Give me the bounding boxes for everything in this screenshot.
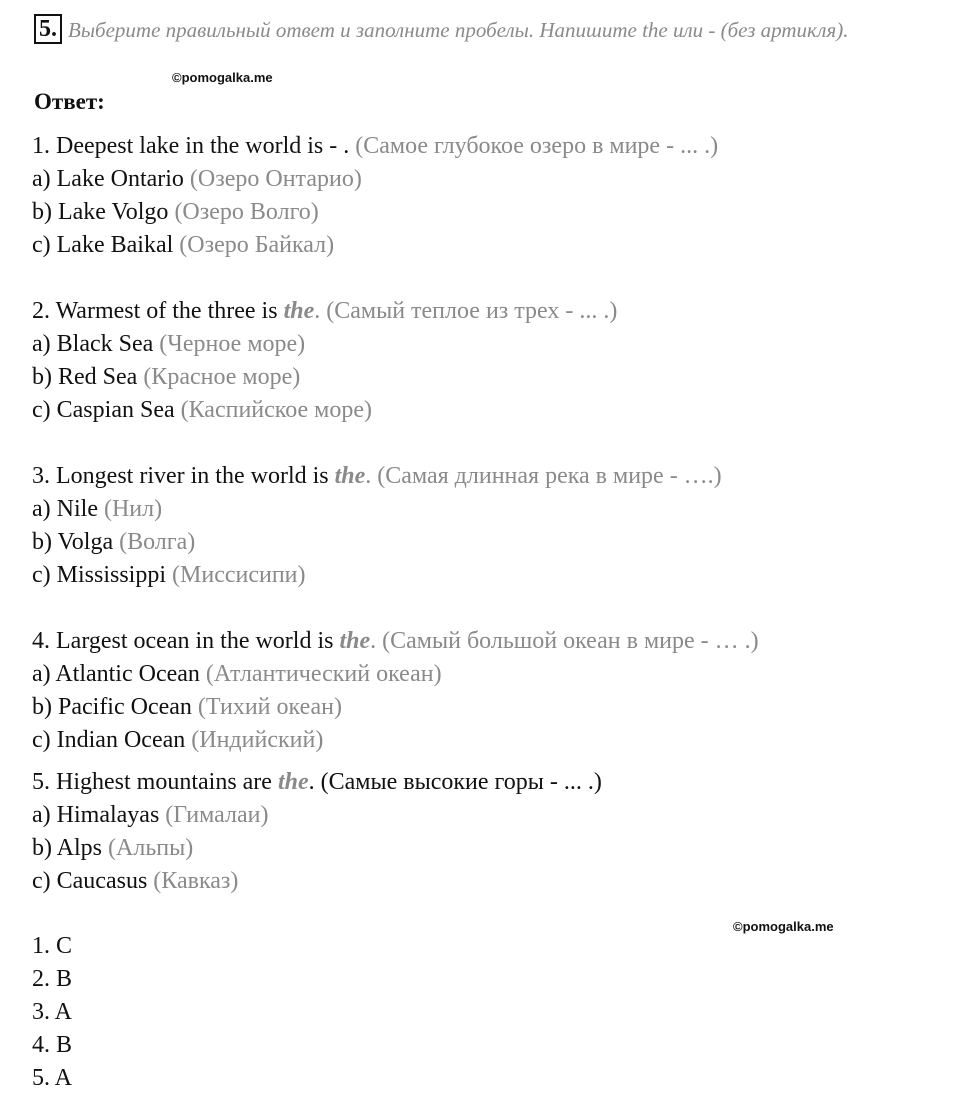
option-translation: (Альпы): [108, 835, 194, 861]
question-prompt: 5. Highest mountains are: [32, 769, 272, 795]
option-a: [32, 328, 617, 361]
option-text: c) Caspian Sea: [32, 397, 175, 423]
option-a: [32, 799, 602, 832]
answer-key-item: 5. A: [32, 1065, 73, 1091]
watermark-top: ©pomogalka.me: [172, 70, 273, 85]
option-translation: (Озеро Онтарио): [189, 166, 362, 192]
question-prompt-line: [32, 130, 718, 163]
option-text: c) Caucasus: [32, 868, 148, 894]
option-b: [32, 691, 759, 724]
option-c: [32, 865, 602, 898]
option-text: a) Lake Ontario: [32, 166, 184, 192]
option-translation: (Озеро Байкал): [179, 232, 335, 258]
question-prompt: 2. Warmest of the three is: [32, 298, 278, 324]
option-translation: (Волга): [119, 529, 196, 555]
option-translation: (Нил): [103, 496, 163, 522]
option-text: a) Nile: [32, 496, 98, 522]
option-translation: (Атлантический океан): [205, 661, 442, 687]
option-text: c) Mississippi: [32, 562, 167, 588]
option-a: [32, 493, 722, 526]
question-translation: . (Самая длинная река в мире - ….): [365, 463, 722, 489]
question-article: the: [277, 769, 309, 795]
option-translation: (Индийский): [191, 727, 324, 753]
question-translation: . (Самый большой океан в мире - … .): [370, 628, 759, 654]
option-c: [32, 559, 722, 592]
question-4: [32, 625, 759, 757]
question-prompt: 4. Largest ocean in the world is: [32, 628, 334, 654]
option-text: a) Black Sea: [32, 331, 154, 357]
question-2: [32, 295, 617, 427]
option-a: [32, 658, 759, 691]
question-prompt-line: [32, 460, 722, 493]
watermark-bottom: ©pomogalka.me: [733, 919, 834, 934]
question-3: [32, 460, 722, 592]
option-translation: (Черное море): [159, 331, 306, 357]
question-translation: . (Самые высокие горы - ... .): [308, 769, 602, 795]
option-translation: (Озеро Волго): [174, 199, 319, 225]
question-prompt-line: [32, 295, 617, 328]
option-translation: (Миссисипи): [172, 562, 306, 588]
option-text: b) Pacific Ocean: [32, 694, 192, 720]
question-prompt: 3. Longest river in the world is: [32, 463, 329, 489]
option-text: b) Lake Volgo: [32, 199, 169, 225]
option-translation: (Каспийское море): [180, 397, 373, 423]
task-instruction-block: [34, 14, 914, 46]
answer-key-item: 4. B: [32, 1032, 73, 1058]
option-text: a) Atlantic Ocean: [32, 661, 200, 687]
option-text: b) Volga: [32, 529, 114, 555]
option-text: b) Red Sea: [32, 364, 138, 390]
answer-key-item: 3. A: [32, 999, 73, 1025]
option-b: [32, 361, 617, 394]
option-text: c) Lake Baikal: [32, 232, 174, 258]
question-5: [32, 766, 602, 898]
question-article: the: [339, 628, 371, 654]
option-c: [32, 394, 617, 427]
question-prompt-line: [32, 625, 759, 658]
option-b: [32, 832, 602, 865]
option-a: [32, 163, 718, 196]
question-article: - .: [329, 133, 350, 159]
question-translation: (Самое глубокое озеро в мире - ... .): [355, 133, 719, 159]
option-text: a) Himalayas: [32, 802, 160, 828]
question-prompt: 1. Deepest lake in the world is: [32, 133, 324, 159]
option-translation: (Кавказ): [153, 868, 239, 894]
question-1: [32, 130, 718, 262]
option-c: [32, 724, 759, 757]
task-number-badge: 5.: [34, 14, 62, 44]
answer-key-item: 1. C: [32, 933, 73, 959]
option-text: c) Indian Ocean: [32, 727, 186, 753]
option-b: [32, 196, 718, 229]
question-prompt-line: [32, 766, 602, 799]
option-translation: (Тихий океан): [197, 694, 343, 720]
option-text: b) Alps: [32, 835, 103, 861]
answer-heading: Ответ:: [34, 89, 105, 114]
option-c: [32, 229, 718, 262]
question-translation: . (Самый теплое из трех - ... .): [314, 298, 618, 324]
task-instruction-text: Выберите правильный ответ и заполните пробелы. Напишите the или - (без артикля).: [68, 18, 849, 42]
answer-key: [32, 930, 72, 1095]
question-article: the: [283, 298, 315, 324]
option-translation: (Гималаи): [165, 802, 269, 828]
answer-key-item: 2. B: [32, 966, 73, 992]
question-article: the: [334, 463, 366, 489]
option-translation: (Красное море): [143, 364, 301, 390]
option-b: [32, 526, 722, 559]
